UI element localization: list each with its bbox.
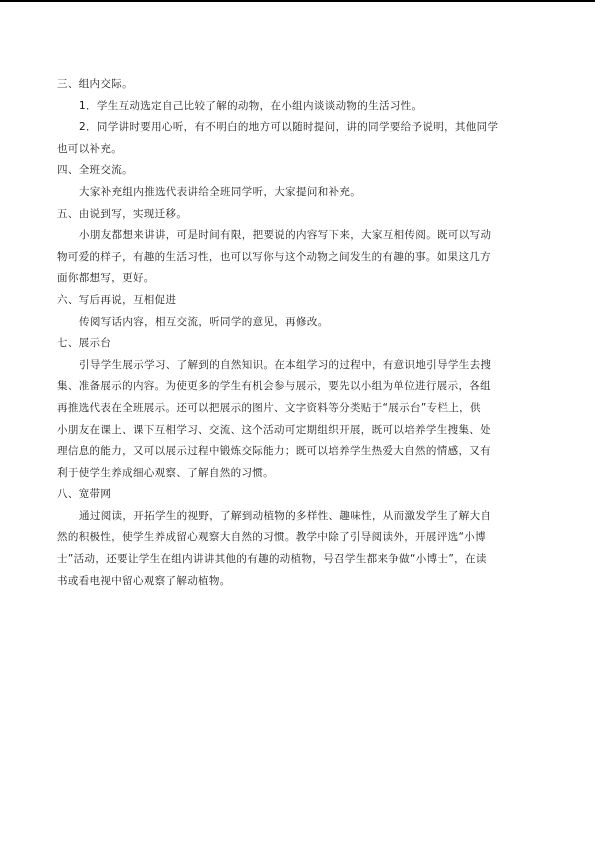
paragraph-line: 引导学生展示学习、了解到的自然知识。在本组学习的过程中，有意识地引导学生去搜: [79, 358, 492, 371]
paragraph-line: 通过阅读，开拓学生的视野，了解到动植物的多样性、趣味性，从而激发学生了解大自: [79, 509, 492, 522]
paragraph-line: 利于使学生养成细心观察、了解自然的习惯。: [57, 466, 274, 479]
paragraph-line: 小朋友都想来讲讲，可是时间有限，把要说的内容写下来，大家互相传阅。既可以写动: [79, 229, 492, 242]
document-body: [57, 74, 541, 592]
paragraph-line: 士”活动，还要让学生在组内讲讲其他的有趣的动植物，号召学生都来争做“小博士”，在读: [57, 553, 487, 566]
section-heading-7: 七、展示台: [57, 337, 112, 350]
paragraph-line: 理信息的能力，又可以展示过程中锻炼交际能力；既可以培养学生热爱大自然的情感，又有: [57, 445, 491, 458]
paragraph-line: 大家补充组内推选代表讲给全班同学听，大家提问和补充。: [79, 185, 362, 198]
top-border-rule: [0, 0, 595, 2]
paragraph-line: 集、准备展示的内容。为使更多的学生有机会参与展示，要先以小组为单位进行展示，各组: [57, 380, 491, 393]
paragraph-line: 面你都想写，更好。: [57, 272, 155, 285]
section-heading-5: 五、由说到写，实现迁移。: [57, 207, 188, 220]
section-heading-4: 四、全班交流。: [57, 164, 133, 177]
paragraph-line: 也可以补充。: [57, 142, 123, 155]
section-heading-3: 三、组内交际。: [57, 78, 133, 90]
paragraph-line: 传阅写话内容，相互交流，听同学的意见，再修改。: [79, 315, 329, 328]
paragraph-line: 再推选代表在全班展示。还可以把展示的图片、文字资料等分类贴于“展示台”专栏上，供: [57, 401, 481, 414]
paragraph-line: 2．同学讲时要用心听，有不明白的地方可以随时提问，讲的同学要给予说明，其他同学: [79, 121, 499, 134]
paragraph-line: 物可爱的样子，有趣的生活习性，也可以写你与这个动物之间发生的有趣的事。如果这几方: [57, 250, 491, 263]
section-heading-8: 八、宽带网: [57, 488, 112, 501]
paragraph-line: 小朋友在课上、课下互相学习、交流、这个活动可定期组织开展，既可以培养学生搜集、处: [57, 423, 491, 436]
paragraph-line: 然的积极性，使学生养成留心观察大自然的习惯。教学中除了引导阅读外，开展评选“小博: [57, 531, 486, 544]
paragraph-line: 书或看电视中留心观察了解动植物。: [57, 574, 231, 587]
section-heading-6: 六、写后再说，互相促进: [57, 293, 177, 306]
paragraph-line: 1．学生互动选定自己比较了解的动物，在小组内谈谈动物的生活习性。: [79, 99, 423, 112]
